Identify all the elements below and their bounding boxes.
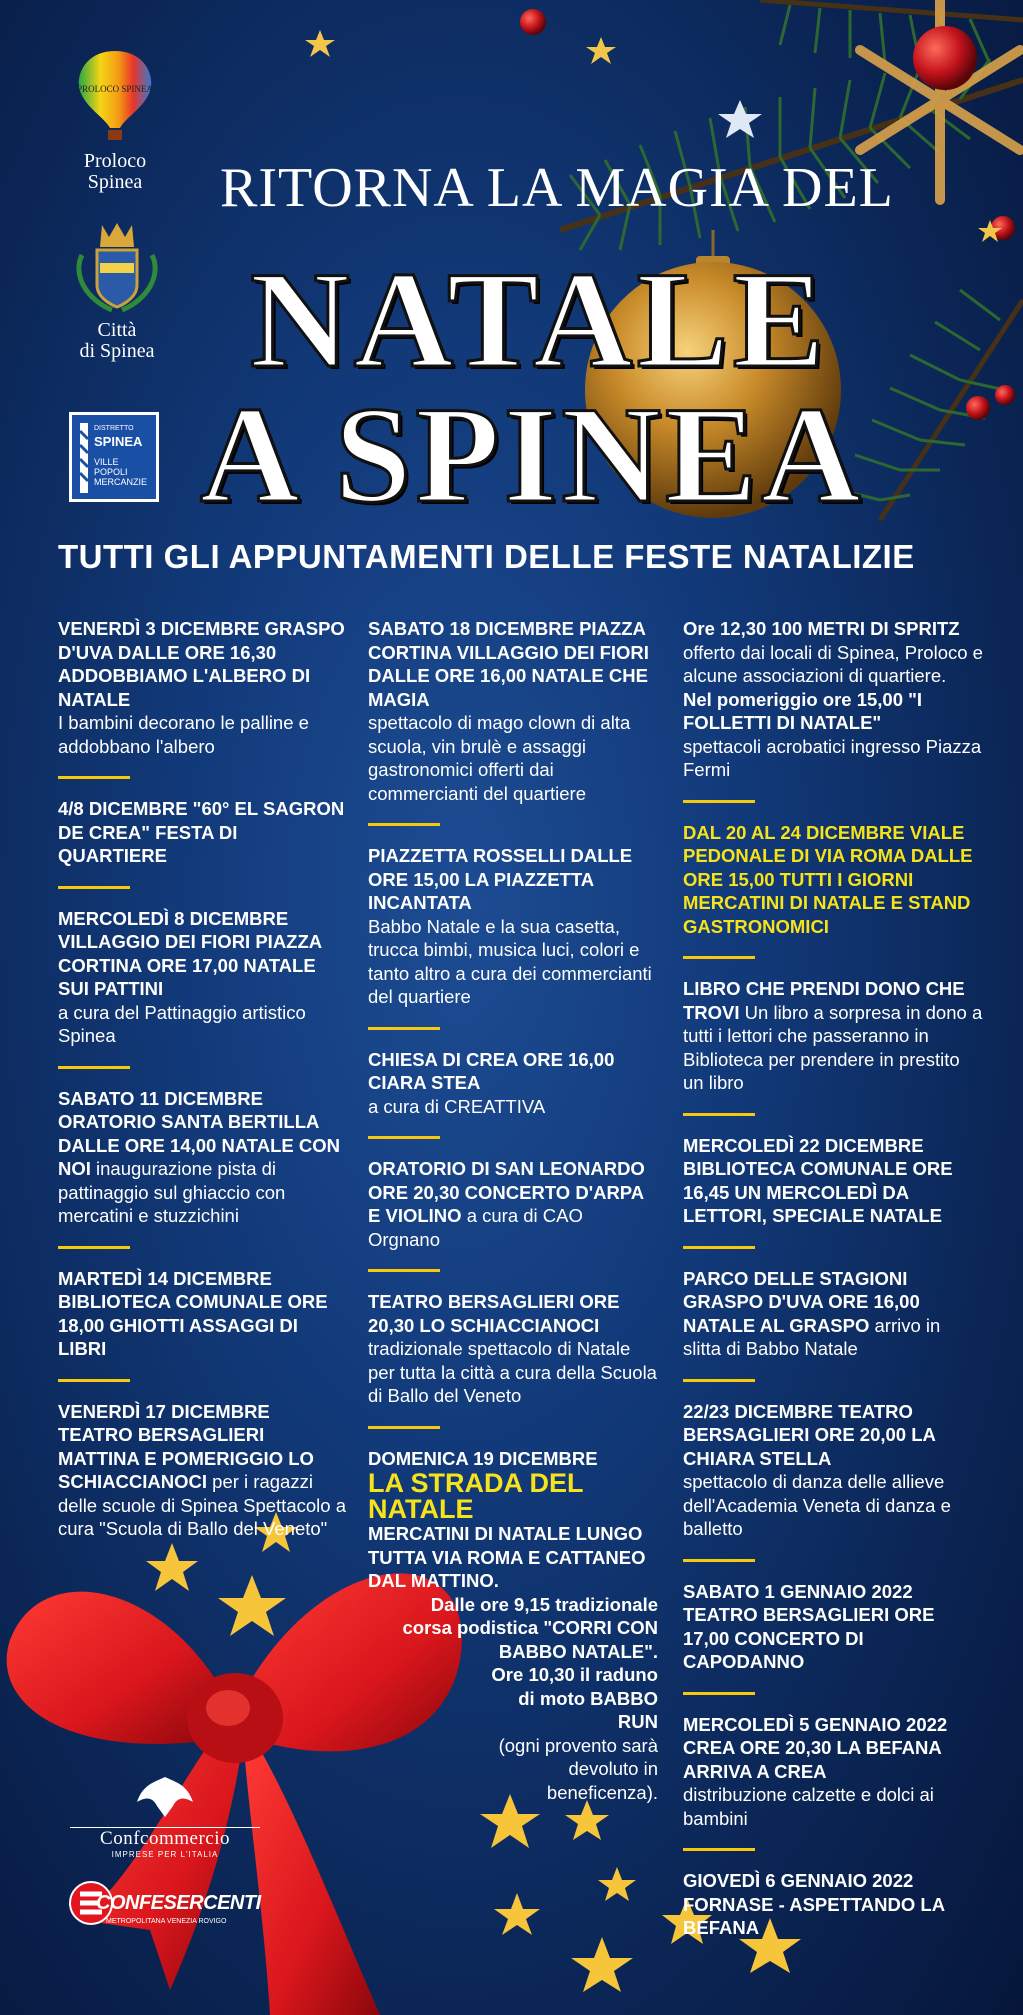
- eagle-icon: [135, 1772, 195, 1822]
- event-item: MARTEDÌ 14 DICEMBRE BIBLIOTECA COMUNALE ORE 18,00 GHIOTTI ASSAGGI DI LIBRI: [58, 1267, 328, 1359]
- event-item: VENERDÌ 3 DICEMBRE GRASPO D'UVA DALLE ORE 16,30 ADDOBBIAMO L'ALBERO DI NATALE I bambini decorano le palline e addobbano l'albero: [58, 618, 345, 757]
- event-item: ORATORIO DI SAN LEONARDO ORE 20,30 CONCERTO D'ARPA E VIOLINO a cura di CAO Orgnano: [368, 1158, 645, 1250]
- separator: [58, 886, 130, 889]
- distretto-logo: [69, 412, 159, 502]
- event-item: Ore 12,30 100 METRI DI SPRITZ offerto dai locali di Spinea, Proloco e alcune associazioni di quartiere. Nel pomeriggio ore 15,00 "I FOLLETTI DI NATALE" spettacoli acrobatici ingresso Piazza Fermi: [683, 618, 983, 780]
- distretto-spinea: SPINEA: [94, 434, 143, 449]
- event-item: 4/8 DICEMBRE "60° EL SAGRON DE CREA" FESTA DI QUARTIERE: [58, 798, 345, 866]
- events-column-1: [58, 617, 348, 1559]
- citta-name: Città di Spinea: [79, 319, 155, 362]
- events-column-2: [368, 617, 658, 1822]
- separator: [368, 1027, 440, 1030]
- event-item: CHIESA DI CREA ORE 16,00 CIARA STEA a cura di CREATTIVA: [368, 1048, 615, 1117]
- subtitle: TUTTI GLI APPUNTAMENTI DELLE FESTE NATALIZIE: [58, 538, 915, 575]
- separator: [683, 1848, 755, 1851]
- distretto-label: DISTRETTO: [94, 425, 134, 432]
- event-item: MERCOLEDÌ 8 DICEMBRE VILLAGGIO DEI FIORI PIAZZA CORTINA ORE 17,00 NATALE SUI PATTINI a cura del Pattinaggio artistico Spinea: [58, 907, 322, 1046]
- separator: [58, 1379, 130, 1382]
- event-item: 22/23 DICEMBRE TEATRO BERSAGLIERI ORE 20,00 LA CHIARA STELLA spettacolo di danza delle allieve dell'Academia Veneta di danza e balletto: [683, 1400, 951, 1539]
- separator: [368, 1136, 440, 1139]
- separator: [58, 1246, 130, 1249]
- separator: [683, 1246, 755, 1249]
- separator: [368, 1269, 440, 1272]
- separator: [58, 776, 130, 779]
- separator: [683, 1113, 755, 1116]
- separator: [683, 1692, 755, 1695]
- separator: [683, 800, 755, 803]
- confcommercio-logo: Confcommercio IMPRESE PER L'ITALIA: [70, 1772, 260, 1859]
- separator: [58, 1066, 130, 1069]
- poster: PROLOCO SPINEA Proloco Spinea Città di Spinea DISTRETTO SPINEA VILLE POPOLI MERCANZIE RITORNA LA MAGIA DEL NATALE A SPINEA TUTTI GLI APPUNTAMENTI DELLE FESTE NATALIZIE VENERDÌ 3 DICEMBRE GRASPO D'UVA DALLE ORE 16,30 ADDOBBIAMO L'ALBERO DI NATALE I bambini decorano le palline e addobbano l'albero 4/8 DICEMBRE "60° EL SAGRON DE CREA" FESTA DI QUARTIERE MERCOLEDÌ 8 DICEMBRE VILLAGGIO DEI FIORI PIAZZA CORTINA ORE 17,00 NATALE SUI PATTINI a cura del Pattinaggio artistico Spinea SABATO 11 DICEMBRE ORATORIO SANTA BERTILLA DALLE ORE 14,00 NATALE CON NOI inaugurazione pista di pattinaggio sul ghiaccio con mercatini e stuzzichini MARTEDÌ 14 DICEMBRE BIBLIOTECA COMUNALE ORE 18,00 GHIOTTI ASSAGGI DI LIBRI VENERDÌ 17 DICEMBRE TEATRO BERSAGLIERI MATTINA E POMERIGGIO LO SCHIACCIANOCI per i ragazzi delle scuole di Spinea Spettacolo a cura "Scuola di Ballo del Veneto" SABATO 18 DICEMBRE PIAZZA CORTINA VILLAGGIO DEI FIORI DALLE ORE 16,00 NATALE CHE MAGIA spettacolo di mago clown di alta scuola, vin brulè e assaggi gastronomici offerti dai commercianti del quartiere PIAZZETTA ROSSELLI DALLE ORE 15,00 LA PIAZZETTA INCANTATA Babbo Natale e la sua casetta, trucca bimbi, musica luci, colori e tanto altro a cura dei commercianti del quartiere CHIESA DI CREA ORE 16,00 CIARA STEA a cura di CREATTIVA ORATORIO DI SAN LEONARDO ORE 20,30 CONCERTO D'ARPA E VIOLINO a cura di CAO Orgnano TEATRO BERSAGLIERI ORE 20,30 LO SCHIACCIANOCI tradizionale spettacolo di Natale per tutta la città a cura della Scuola di Ballo del Veneto DOMENICA 19 DICEMBRE LA STRADA DEL NATALE MERCATINI DI NATALE LUNGO TUTTA VIA ROMA E CATTANEO DAL MATTINO. Dalle ore 9,15 tradizionale corsa podistica "CORRI CON BABBO NATALE". Ore 10,30 il raduno di moto BABBO RUN (ogni provento sarà devoluto in beneficenza). Ore 12,30 100 METRI DI SPRITZ offerto dai locali di Spinea, Proloco e alcune associazioni di quartiere. Nel pomeriggio ore 15,00 "I FOLLETTI DI NATALE" spettacoli acrobatici ingresso Piazza Fermi DAL 20 AL 24 DICEMBRE VIALE PEDONALE DI VIA ROMA DALLE ORE 15,00 TUTTI I GIORNI MERCATINI DI NATALE E STAND GASTRONOMICI LIBRO CHE PRENDI DONO CHE TROVI Un libro a sorpresa in dono a tutti i lettori che passeranno in Biblioteca per prendere in prestito un libro MERCOLEDÌ 22 DICEMBRE BIBLIOTECA COMUNALE ORE 16,45 UN MERCOLEDÌ DA LETTORI, SPECIALE NATALE PARCO DELLE STAGIONI GRASPO D'UVA ORE 16,00 NATALE AL GRASPO arrivo in slitta di Babbo Natale 22/23 DICEMBRE TEATRO BERSAGLIERI ORE 20,00 LA CHIARA STELLA spettacolo di danza delle allieve dell'Academia Veneta di danza e balletto SABATO 1 GENNAIO 2022 TEATRO BERSAGLIERI ORE 17,00 CONCERTO DI CAPODANNO MERCOLEDÌ 5 GENNAIO 2022 CREA ORE 20,30 LA BEFANA ARRIVA A CREA distribuzione calzette e dolci ai bambini GIOVEDÌ 6 GENNAIO 2022 FORNASE - ASPETTANDO LA BEFANA Confcommercio IMPRESE PER L'ITALIA CONFESERCENTI METROPOLITANA VENEZIA ROVIGO: [0, 0, 1023, 2015]
- event-item: LIBRO CHE PRENDI DONO CHE TROVI Un libro a sorpresa in dono a tutti i lettori che passeranno in Biblioteca per prendere in prestito un libro: [683, 978, 983, 1093]
- separator: [368, 823, 440, 826]
- proloco-logo: [70, 46, 160, 193]
- silver-star-icon: [718, 100, 762, 138]
- title-natale: NATALE: [250, 243, 829, 396]
- separator: [683, 1559, 755, 1562]
- hot-air-balloon-icon: [70, 46, 160, 146]
- event-item: MERCOLEDÌ 22 DICEMBRE BIBLIOTECA COMUNALE ORE 16,45 UN MERCOLEDÌ DA LETTORI, SPECIALE NATALE: [683, 1134, 953, 1226]
- babbo-run: Ore 10,30 il raduno di moto BABBO RUN: [491, 1664, 658, 1732]
- event-item: PIAZZETTA ROSSELLI DALLE ORE 15,00 LA PIAZZETTA INCANTATA Babbo Natale e la sua casetta, trucca bimbi, musica luci, colori e tanto altro a cura dei commercianti del quartiere: [368, 845, 652, 1007]
- svg-text:PROLOCO SPINEA: PROLOCO SPINEA: [77, 84, 153, 94]
- event-item: PARCO DELLE STAGIONI GRASPO D'UVA ORE 16,00 NATALE AL GRASPO arrivo in slitta di Babbo Natale: [683, 1267, 941, 1359]
- separator: [683, 956, 755, 959]
- event-item: SABATO 11 DICEMBRE ORATORIO SANTA BERTILLA DALLE ORE 14,00 NATALE CON NOI inaugurazione pista di pattinaggio sul ghiaccio con mercatini e stuzzichini: [58, 1087, 340, 1226]
- event-item: MERCOLEDÌ 5 GENNAIO 2022 CREA ORE 20,30 LA BEFANA ARRIVA A CREA distribuzione calzette e dolci ai bambini: [683, 1713, 948, 1829]
- citta-di-spinea-logo: [62, 215, 172, 362]
- coat-of-arms-icon: [62, 215, 172, 315]
- event-item: TEATRO BERSAGLIERI ORE 20,30 LO SCHIACCIANOCI tradizionale spettacolo di Natale per tutta la città a cura della Scuola di Ballo del Veneto: [368, 1291, 657, 1406]
- distretto-motto: VILLE POPOLI MERCANZIE: [94, 457, 148, 487]
- beneficenza-note: (ogni provento sarà devoluto in beneficenza).: [498, 1734, 658, 1803]
- title-a-spinea: A SPINEA: [200, 378, 865, 531]
- event-strada-del-natale: DOMENICA 19 DICEMBRE LA STRADA DEL NATALE MERCATINI DI NATALE LUNGO TUTTA VIA ROMA E CATTANEO DAL MATTINO. Dalle ore 9,15 tradizionale corsa podistica "CORRI CON BABBO NATALE". Ore 10,30 il raduno di moto BABBO RUN (ogni provento sarà devoluto in beneficenza).: [368, 1447, 658, 1803]
- event-mercatini-via-roma: DAL 20 AL 24 DICEMBRE VIALE PEDONALE DI VIA ROMA DALLE ORE 15,00 TUTTI I GIORNI MERCATINI DI NATALE E STAND GASTRONOMICI: [683, 821, 973, 937]
- strada-del-natale-highlight: LA STRADA DEL NATALE: [368, 1468, 583, 1524]
- red-ball-icon: [913, 26, 977, 90]
- event-item: GIOVEDÌ 6 GENNAIO 2022 FORNASE - ASPETTANDO LA BEFANA: [683, 1870, 945, 1938]
- proloco-name: Proloco Spinea: [83, 150, 147, 193]
- event-item: SABATO 1 GENNAIO 2022 TEATRO BERSAGLIERI ORE 17,00 CONCERTO DI CAPODANNO: [683, 1580, 935, 1672]
- separator: [368, 1426, 440, 1429]
- title-line-1: RITORNA LA MAGIA DEL: [220, 157, 894, 219]
- event-item: SABATO 18 DICEMBRE PIAZZA CORTINA VILLAGGIO DEI FIORI DALLE ORE 16,00 NATALE CHE MAGIA spettacolo di mago clown di alta scuola, vin brulè e assaggi gastronomici offerti dai commercianti del quartiere: [368, 618, 649, 804]
- events-column-3: [683, 617, 983, 1958]
- event-item: VENERDÌ 17 DICEMBRE TEATRO BERSAGLIERI MATTINA E POMERIGGIO LO SCHIACCIANOCI per i ragazzi delle scuole di Spinea Spettacolo a cura "Scuola di Ballo del Veneto": [58, 1400, 346, 1539]
- corri-con-babbo-natale: Dalle ore 9,15 tradizionale corsa podistica "CORRI CON BABBO NATALE".: [402, 1593, 658, 1662]
- pole-icon: [78, 423, 90, 493]
- separator: [683, 1379, 755, 1382]
